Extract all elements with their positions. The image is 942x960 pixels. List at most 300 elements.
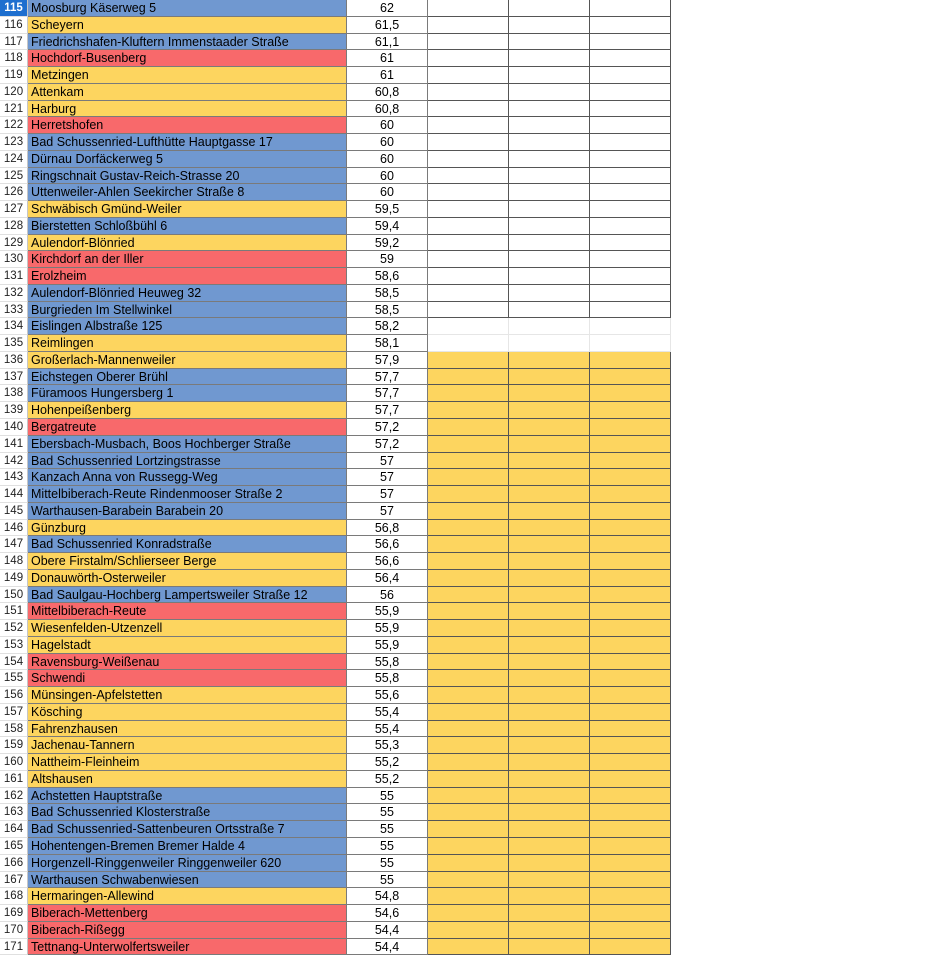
- empty-cell[interactable]: [428, 402, 509, 419]
- location-name-cell[interactable]: Tettnang-Unterwolfertsweiler: [28, 939, 347, 956]
- row-number[interactable]: 165: [0, 838, 28, 855]
- empty-cell[interactable]: [590, 117, 671, 134]
- location-name-cell[interactable]: Ringschnait Gustav-Reich-Strasse 20: [28, 168, 347, 185]
- empty-cell[interactable]: [590, 469, 671, 486]
- location-name-cell[interactable]: Harburg: [28, 101, 347, 118]
- row-number[interactable]: 167: [0, 872, 28, 889]
- value-cell[interactable]: 55,9: [347, 637, 428, 654]
- empty-cell[interactable]: [428, 335, 509, 352]
- row-number[interactable]: 134: [0, 318, 28, 335]
- empty-cell[interactable]: [509, 17, 590, 34]
- value-cell[interactable]: 60,8: [347, 84, 428, 101]
- row-number[interactable]: 133: [0, 302, 28, 319]
- row-number[interactable]: 116: [0, 17, 28, 34]
- empty-cell[interactable]: [590, 34, 671, 51]
- empty-cell[interactable]: [590, 436, 671, 453]
- value-cell[interactable]: 56,6: [347, 553, 428, 570]
- empty-cell[interactable]: [428, 704, 509, 721]
- empty-cell[interactable]: [428, 218, 509, 235]
- location-name-cell[interactable]: Kirchdorf an der Iller: [28, 251, 347, 268]
- empty-cell[interactable]: [428, 0, 509, 17]
- empty-cell[interactable]: [590, 402, 671, 419]
- location-name-cell[interactable]: Biberach-Rißegg: [28, 922, 347, 939]
- empty-cell[interactable]: [590, 285, 671, 302]
- value-cell[interactable]: 55: [347, 855, 428, 872]
- row-number[interactable]: 124: [0, 151, 28, 168]
- location-name-cell[interactable]: Eislingen Albstraße 125: [28, 318, 347, 335]
- row-number[interactable]: 159: [0, 737, 28, 754]
- empty-cell[interactable]: [590, 737, 671, 754]
- value-cell[interactable]: 59,5: [347, 201, 428, 218]
- location-name-cell[interactable]: Fahrenzhausen: [28, 721, 347, 738]
- value-cell[interactable]: 55,6: [347, 687, 428, 704]
- row-number[interactable]: 152: [0, 620, 28, 637]
- empty-cell[interactable]: [428, 939, 509, 956]
- empty-cell[interactable]: [590, 637, 671, 654]
- empty-cell[interactable]: [509, 503, 590, 520]
- value-cell[interactable]: 55,9: [347, 603, 428, 620]
- location-name-cell[interactable]: Warthausen-Barabein Barabein 20: [28, 503, 347, 520]
- empty-cell[interactable]: [509, 704, 590, 721]
- row-number[interactable]: 169: [0, 905, 28, 922]
- empty-cell[interactable]: [590, 888, 671, 905]
- empty-cell[interactable]: [590, 804, 671, 821]
- empty-cell[interactable]: [590, 905, 671, 922]
- empty-cell[interactable]: [509, 922, 590, 939]
- value-cell[interactable]: 61: [347, 67, 428, 84]
- empty-cell[interactable]: [428, 151, 509, 168]
- location-name-cell[interactable]: Hagelstadt: [28, 637, 347, 654]
- row-number[interactable]: 161: [0, 771, 28, 788]
- value-cell[interactable]: 55,2: [347, 754, 428, 771]
- value-cell[interactable]: 57,7: [347, 385, 428, 402]
- empty-cell[interactable]: [428, 235, 509, 252]
- location-name-cell[interactable]: Kösching: [28, 704, 347, 721]
- empty-cell[interactable]: [428, 687, 509, 704]
- location-name-cell[interactable]: Moosburg Käserweg 5: [28, 0, 347, 17]
- location-name-cell[interactable]: Burgrieden Im Stellwinkel: [28, 302, 347, 319]
- row-number[interactable]: 131: [0, 268, 28, 285]
- row-number[interactable]: 137: [0, 369, 28, 386]
- value-cell[interactable]: 55,4: [347, 721, 428, 738]
- empty-cell[interactable]: [590, 168, 671, 185]
- value-cell[interactable]: 55,8: [347, 654, 428, 671]
- empty-cell[interactable]: [428, 302, 509, 319]
- empty-cell[interactable]: [509, 469, 590, 486]
- row-number[interactable]: 118: [0, 50, 28, 67]
- value-cell[interactable]: 56,8: [347, 520, 428, 537]
- value-cell[interactable]: 55: [347, 838, 428, 855]
- value-cell[interactable]: 55: [347, 804, 428, 821]
- empty-cell[interactable]: [428, 503, 509, 520]
- empty-cell[interactable]: [509, 117, 590, 134]
- empty-cell[interactable]: [428, 620, 509, 637]
- empty-cell[interactable]: [428, 536, 509, 553]
- empty-cell[interactable]: [428, 737, 509, 754]
- empty-cell[interactable]: [590, 101, 671, 118]
- empty-cell[interactable]: [590, 553, 671, 570]
- row-number[interactable]: 155: [0, 670, 28, 687]
- location-name-cell[interactable]: Hochdorf-Busenberg: [28, 50, 347, 67]
- row-number[interactable]: 115: [0, 0, 28, 17]
- value-cell[interactable]: 56,4: [347, 570, 428, 587]
- empty-cell[interactable]: [590, 419, 671, 436]
- empty-cell[interactable]: [590, 302, 671, 319]
- row-number[interactable]: 160: [0, 754, 28, 771]
- location-name-cell[interactable]: Mittelbiberach-Reute: [28, 603, 347, 620]
- empty-cell[interactable]: [590, 587, 671, 604]
- location-name-cell[interactable]: Ebersbach-Musbach, Boos Hochberger Straße: [28, 436, 347, 453]
- row-number[interactable]: 140: [0, 419, 28, 436]
- empty-cell[interactable]: [428, 84, 509, 101]
- value-cell[interactable]: 58,1: [347, 335, 428, 352]
- value-cell[interactable]: 57: [347, 486, 428, 503]
- empty-cell[interactable]: [590, 235, 671, 252]
- empty-cell[interactable]: [509, 201, 590, 218]
- row-number[interactable]: 117: [0, 34, 28, 51]
- location-name-cell[interactable]: Bierstetten Schloßbühl 6: [28, 218, 347, 235]
- row-number[interactable]: 119: [0, 67, 28, 84]
- row-number[interactable]: 157: [0, 704, 28, 721]
- row-number[interactable]: 150: [0, 587, 28, 604]
- value-cell[interactable]: 57,7: [347, 402, 428, 419]
- empty-cell[interactable]: [590, 503, 671, 520]
- empty-cell[interactable]: [509, 654, 590, 671]
- value-cell[interactable]: 55: [347, 788, 428, 805]
- empty-cell[interactable]: [428, 788, 509, 805]
- value-cell[interactable]: 58,5: [347, 302, 428, 319]
- value-cell[interactable]: 59: [347, 251, 428, 268]
- empty-cell[interactable]: [590, 939, 671, 956]
- value-cell[interactable]: 57: [347, 453, 428, 470]
- row-number[interactable]: 136: [0, 352, 28, 369]
- location-name-cell[interactable]: Großerlach-Mannenweiler: [28, 352, 347, 369]
- empty-cell[interactable]: [509, 687, 590, 704]
- value-cell[interactable]: 59,4: [347, 218, 428, 235]
- empty-cell[interactable]: [509, 402, 590, 419]
- location-name-cell[interactable]: Attenkam: [28, 84, 347, 101]
- empty-cell[interactable]: [509, 436, 590, 453]
- empty-cell[interactable]: [428, 804, 509, 821]
- location-name-cell[interactable]: Reimlingen: [28, 335, 347, 352]
- empty-cell[interactable]: [590, 218, 671, 235]
- empty-cell[interactable]: [509, 235, 590, 252]
- empty-cell[interactable]: [509, 821, 590, 838]
- empty-cell[interactable]: [428, 654, 509, 671]
- empty-cell[interactable]: [428, 251, 509, 268]
- empty-cell[interactable]: [590, 872, 671, 889]
- empty-cell[interactable]: [590, 687, 671, 704]
- location-name-cell[interactable]: Friedrichshafen-Kluftern Immenstaader Straße: [28, 34, 347, 51]
- value-cell[interactable]: 55,8: [347, 670, 428, 687]
- row-number[interactable]: 122: [0, 117, 28, 134]
- location-name-cell[interactable]: Nattheim-Fleinheim: [28, 754, 347, 771]
- location-name-cell[interactable]: Horgenzell-Ringgenweiler Ringgenweiler 620: [28, 855, 347, 872]
- empty-cell[interactable]: [590, 251, 671, 268]
- row-number[interactable]: 144: [0, 486, 28, 503]
- empty-cell[interactable]: [509, 134, 590, 151]
- value-cell[interactable]: 56: [347, 587, 428, 604]
- empty-cell[interactable]: [509, 721, 590, 738]
- empty-cell[interactable]: [509, 419, 590, 436]
- empty-cell[interactable]: [509, 168, 590, 185]
- empty-cell[interactable]: [590, 453, 671, 470]
- empty-cell[interactable]: [428, 117, 509, 134]
- location-name-cell[interactable]: Aulendorf-Blönried: [28, 235, 347, 252]
- empty-cell[interactable]: [509, 218, 590, 235]
- empty-cell[interactable]: [590, 570, 671, 587]
- value-cell[interactable]: 56,6: [347, 536, 428, 553]
- empty-cell[interactable]: [428, 670, 509, 687]
- location-name-cell[interactable]: Bad Schussenried Klosterstraße: [28, 804, 347, 821]
- location-name-cell[interactable]: Jachenau-Tannern: [28, 737, 347, 754]
- location-name-cell[interactable]: Wiesenfelden-Utzenzell: [28, 620, 347, 637]
- empty-cell[interactable]: [509, 318, 590, 335]
- location-name-cell[interactable]: Achstetten Hauptstraße: [28, 788, 347, 805]
- empty-cell[interactable]: [428, 318, 509, 335]
- empty-cell[interactable]: [509, 50, 590, 67]
- empty-cell[interactable]: [428, 469, 509, 486]
- empty-cell[interactable]: [590, 520, 671, 537]
- empty-cell[interactable]: [509, 101, 590, 118]
- row-number[interactable]: 168: [0, 888, 28, 905]
- location-name-cell[interactable]: Bad Schussenried Lortzingstrasse: [28, 453, 347, 470]
- empty-cell[interactable]: [509, 268, 590, 285]
- empty-cell[interactable]: [590, 151, 671, 168]
- empty-cell[interactable]: [428, 922, 509, 939]
- value-cell[interactable]: 57,2: [347, 419, 428, 436]
- location-name-cell[interactable]: Altshausen: [28, 771, 347, 788]
- value-cell[interactable]: 60: [347, 168, 428, 185]
- value-cell[interactable]: 58,5: [347, 285, 428, 302]
- location-name-cell[interactable]: Bad Schussenried-Lufthütte Hauptgasse 17: [28, 134, 347, 151]
- empty-cell[interactable]: [509, 570, 590, 587]
- empty-cell[interactable]: [509, 771, 590, 788]
- row-number[interactable]: 170: [0, 922, 28, 939]
- empty-cell[interactable]: [428, 268, 509, 285]
- location-name-cell[interactable]: Bad Schussenried Konradstraße: [28, 536, 347, 553]
- empty-cell[interactable]: [590, 922, 671, 939]
- row-number[interactable]: 154: [0, 654, 28, 671]
- empty-cell[interactable]: [509, 637, 590, 654]
- location-name-cell[interactable]: Donauwörth-Osterweiler: [28, 570, 347, 587]
- empty-cell[interactable]: [428, 101, 509, 118]
- empty-cell[interactable]: [428, 553, 509, 570]
- location-name-cell[interactable]: Ravensburg-Weißenau: [28, 654, 347, 671]
- empty-cell[interactable]: [590, 670, 671, 687]
- empty-cell[interactable]: [509, 352, 590, 369]
- empty-cell[interactable]: [509, 737, 590, 754]
- empty-cell[interactable]: [590, 268, 671, 285]
- row-number[interactable]: 162: [0, 788, 28, 805]
- value-cell[interactable]: 54,4: [347, 922, 428, 939]
- row-number[interactable]: 158: [0, 721, 28, 738]
- empty-cell[interactable]: [590, 17, 671, 34]
- empty-cell[interactable]: [590, 184, 671, 201]
- value-cell[interactable]: 55: [347, 872, 428, 889]
- value-cell[interactable]: 59,2: [347, 235, 428, 252]
- value-cell[interactable]: 57,9: [347, 352, 428, 369]
- empty-cell[interactable]: [509, 285, 590, 302]
- row-number[interactable]: 143: [0, 469, 28, 486]
- empty-cell[interactable]: [428, 637, 509, 654]
- value-cell[interactable]: 55: [347, 821, 428, 838]
- row-number[interactable]: 132: [0, 285, 28, 302]
- location-name-cell[interactable]: Scheyern: [28, 17, 347, 34]
- empty-cell[interactable]: [590, 0, 671, 17]
- empty-cell[interactable]: [590, 84, 671, 101]
- empty-cell[interactable]: [590, 754, 671, 771]
- row-number[interactable]: 148: [0, 553, 28, 570]
- empty-cell[interactable]: [428, 134, 509, 151]
- value-cell[interactable]: 54,4: [347, 939, 428, 956]
- row-number[interactable]: 128: [0, 218, 28, 235]
- empty-cell[interactable]: [590, 134, 671, 151]
- empty-cell[interactable]: [428, 17, 509, 34]
- row-number[interactable]: 126: [0, 184, 28, 201]
- value-cell[interactable]: 57,2: [347, 436, 428, 453]
- row-number[interactable]: 145: [0, 503, 28, 520]
- value-cell[interactable]: 55,4: [347, 704, 428, 721]
- empty-cell[interactable]: [428, 905, 509, 922]
- location-name-cell[interactable]: Schwäbisch Gmünd-Weiler: [28, 201, 347, 218]
- row-number[interactable]: 121: [0, 101, 28, 118]
- location-name-cell[interactable]: Uttenweiler-Ahlen Seekircher Straße 8: [28, 184, 347, 201]
- empty-cell[interactable]: [590, 838, 671, 855]
- empty-cell[interactable]: [509, 251, 590, 268]
- empty-cell[interactable]: [428, 771, 509, 788]
- empty-cell[interactable]: [509, 385, 590, 402]
- value-cell[interactable]: 55,9: [347, 620, 428, 637]
- empty-cell[interactable]: [509, 536, 590, 553]
- empty-cell[interactable]: [590, 352, 671, 369]
- value-cell[interactable]: 58,6: [347, 268, 428, 285]
- value-cell[interactable]: 61,1: [347, 34, 428, 51]
- location-name-cell[interactable]: Kanzach Anna von Russegg-Weg: [28, 469, 347, 486]
- row-number[interactable]: 153: [0, 637, 28, 654]
- location-name-cell[interactable]: Münsingen-Apfelstetten: [28, 687, 347, 704]
- value-cell[interactable]: 58,2: [347, 318, 428, 335]
- location-name-cell[interactable]: Erolzheim: [28, 268, 347, 285]
- empty-cell[interactable]: [428, 754, 509, 771]
- empty-cell[interactable]: [509, 369, 590, 386]
- empty-cell[interactable]: [590, 855, 671, 872]
- empty-cell[interactable]: [509, 184, 590, 201]
- empty-cell[interactable]: [428, 821, 509, 838]
- row-number[interactable]: 147: [0, 536, 28, 553]
- empty-cell[interactable]: [509, 520, 590, 537]
- location-name-cell[interactable]: Hermaringen-Allewind: [28, 888, 347, 905]
- empty-cell[interactable]: [509, 34, 590, 51]
- row-number[interactable]: 142: [0, 453, 28, 470]
- location-name-cell[interactable]: Schwendi: [28, 670, 347, 687]
- row-number[interactable]: 141: [0, 436, 28, 453]
- row-number[interactable]: 130: [0, 251, 28, 268]
- value-cell[interactable]: 57: [347, 503, 428, 520]
- empty-cell[interactable]: [428, 436, 509, 453]
- empty-cell[interactable]: [590, 369, 671, 386]
- row-number[interactable]: 120: [0, 84, 28, 101]
- empty-cell[interactable]: [428, 453, 509, 470]
- empty-cell[interactable]: [509, 486, 590, 503]
- empty-cell[interactable]: [590, 603, 671, 620]
- row-number[interactable]: 123: [0, 134, 28, 151]
- value-cell[interactable]: 57,7: [347, 369, 428, 386]
- empty-cell[interactable]: [509, 939, 590, 956]
- empty-cell[interactable]: [590, 385, 671, 402]
- value-cell[interactable]: 55,2: [347, 771, 428, 788]
- empty-cell[interactable]: [509, 855, 590, 872]
- empty-cell[interactable]: [428, 67, 509, 84]
- location-name-cell[interactable]: Mittelbiberach-Reute Rindenmooser Straße 2: [28, 486, 347, 503]
- value-cell[interactable]: 61: [347, 50, 428, 67]
- empty-cell[interactable]: [590, 201, 671, 218]
- empty-cell[interactable]: [428, 587, 509, 604]
- empty-cell[interactable]: [509, 872, 590, 889]
- empty-cell[interactable]: [590, 620, 671, 637]
- empty-cell[interactable]: [590, 486, 671, 503]
- empty-cell[interactable]: [428, 184, 509, 201]
- empty-cell[interactable]: [590, 721, 671, 738]
- value-cell[interactable]: 54,6: [347, 905, 428, 922]
- empty-cell[interactable]: [428, 419, 509, 436]
- empty-cell[interactable]: [509, 587, 590, 604]
- empty-cell[interactable]: [509, 553, 590, 570]
- empty-cell[interactable]: [590, 67, 671, 84]
- empty-cell[interactable]: [590, 536, 671, 553]
- row-number[interactable]: 163: [0, 804, 28, 821]
- empty-cell[interactable]: [509, 804, 590, 821]
- location-name-cell[interactable]: Günzburg: [28, 520, 347, 537]
- value-cell[interactable]: 54,8: [347, 888, 428, 905]
- empty-cell[interactable]: [590, 788, 671, 805]
- empty-cell[interactable]: [428, 50, 509, 67]
- empty-cell[interactable]: [509, 151, 590, 168]
- row-number[interactable]: 135: [0, 335, 28, 352]
- empty-cell[interactable]: [428, 34, 509, 51]
- location-name-cell[interactable]: Herretshofen: [28, 117, 347, 134]
- empty-cell[interactable]: [509, 888, 590, 905]
- empty-cell[interactable]: [428, 838, 509, 855]
- empty-cell[interactable]: [590, 318, 671, 335]
- location-name-cell[interactable]: Hohentengen-Bremen Bremer Halde 4: [28, 838, 347, 855]
- empty-cell[interactable]: [428, 385, 509, 402]
- empty-cell[interactable]: [590, 654, 671, 671]
- empty-cell[interactable]: [509, 905, 590, 922]
- location-name-cell[interactable]: Füramoos Hungersberg 1: [28, 385, 347, 402]
- empty-cell[interactable]: [590, 50, 671, 67]
- value-cell[interactable]: 55,3: [347, 737, 428, 754]
- empty-cell[interactable]: [509, 0, 590, 17]
- value-cell[interactable]: 60: [347, 151, 428, 168]
- empty-cell[interactable]: [509, 670, 590, 687]
- value-cell[interactable]: 60,8: [347, 101, 428, 118]
- location-name-cell[interactable]: Hohenpeißenberg: [28, 402, 347, 419]
- row-number[interactable]: 171: [0, 939, 28, 956]
- value-cell[interactable]: 62: [347, 0, 428, 17]
- location-name-cell[interactable]: Warthausen Schwabenwiesen: [28, 872, 347, 889]
- location-name-cell[interactable]: Bad Saulgau-Hochberg Lampertsweiler Straße 12: [28, 587, 347, 604]
- row-number[interactable]: 164: [0, 821, 28, 838]
- empty-cell[interactable]: [590, 335, 671, 352]
- empty-cell[interactable]: [509, 620, 590, 637]
- empty-cell[interactable]: [509, 603, 590, 620]
- location-name-cell[interactable]: Obere Firstalm/Schlierseer Berge: [28, 553, 347, 570]
- location-name-cell[interactable]: Biberach-Mettenberg: [28, 905, 347, 922]
- empty-cell[interactable]: [428, 201, 509, 218]
- empty-cell[interactable]: [509, 335, 590, 352]
- empty-cell[interactable]: [428, 352, 509, 369]
